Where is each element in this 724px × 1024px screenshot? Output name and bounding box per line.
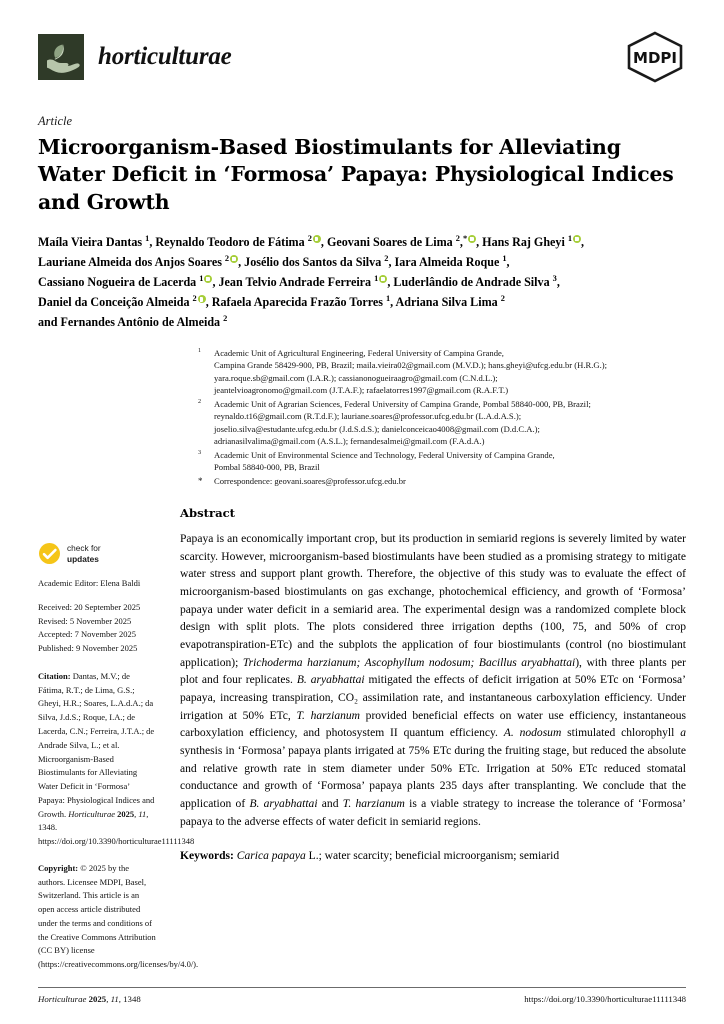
affiliation-text-line: jeantelvioagronomo@gmail.com (J.T.A.F.); rafaelatorres1997@gmail.com (R.A.F.T.) xyxy=(214,385,509,396)
affiliation-entry xyxy=(198,347,686,397)
page-footer xyxy=(38,987,686,1004)
copyright-body: © 2025 by the authors. Licensee MDPI, Basel, Switzerland. This article is an open access article distributed under the terms and conditions of the Creative Commons Attribution (CC BY) license (https://creativecommons.org/licenses/by/4.0/). xyxy=(38,862,199,970)
abstract-italic-term: T. harzianum xyxy=(342,797,405,810)
author-line: and Fernandes Antônio de Almeida $^2$ xyxy=(38,314,228,330)
citation-volume: 11 xyxy=(138,808,147,819)
footer-article-number: , 1348 xyxy=(118,994,141,1004)
publication-date: Revised: 5 November 2025 xyxy=(38,615,132,626)
footer-volume: 11 xyxy=(110,994,119,1004)
abstract-run: stimulated chlorophyll xyxy=(561,727,681,740)
abstract-run: synthesis in ‘Formosa’ papaya plants irrigated at 75% ETc during the fruiting stage, but reduced the absolute and relative growth rate in stem diameter under 50% ETc. Irrigation at 50% ETc reduced stomatal conductance and growth of ‘Formosa’ papaya plants 235 days after transplanting. We conclude that the application of xyxy=(180,744,686,810)
orcid-icon[interactable] xyxy=(468,235,476,243)
abstract-italic-term: Trichoderma harzianum; Ascophyllum nodosum; Bacillus aryabhattai xyxy=(242,656,576,669)
citation-block: Citation: Dantas, M.V.; de Fátima, R.T.; de Lima, G.S.; Gheyi, H.R.; Soares, L.A.d.A.; da Silva, J.d.S.; Roque, I.A.; de Lacerda, C.N.; Ferreira, J.T.A.; de Andrade Silva, L.; et al. Microorganism-Based Biostimulants for Alleviating Water Deficit in ‘Formosa’ Papaya: Physiological Indices and Growth. Horticulturae 2025, 11, 1348. https://doi.org/10.3390/horticulturae11111348 xyxy=(38,670,195,847)
corresponding-marker: * xyxy=(462,234,468,244)
journal-name: horticulturae xyxy=(98,43,232,70)
abstract-italic-term: a xyxy=(680,727,686,740)
affiliation-marker: 1 xyxy=(198,347,202,354)
affiliation-text xyxy=(214,347,686,397)
affiliation-marker: 3 xyxy=(198,449,202,456)
article-type: Article xyxy=(38,114,73,128)
footer-doi[interactable]: https://doi.org/10.3390/horticulturae11111348 xyxy=(524,994,686,1004)
footer-year: 2025 xyxy=(88,994,107,1004)
affiliation-marker: 2 xyxy=(198,398,202,405)
abstract-italic-term: T. harzianum xyxy=(296,709,360,722)
affiliation-text-line: Academic Unit of Environmental Science and Technology, Federal University of Campina Grande, xyxy=(214,449,555,460)
affiliation-text-line: joselio.silva@estudante.ufcg.edu.br (J.d.S.d.S.); danielconceicao4008@gmail.com (D.d.C.A.); xyxy=(214,423,540,434)
abstract-column xyxy=(178,506,686,972)
affiliation-marker: 1 xyxy=(199,274,204,284)
leaf-in-hand-icon xyxy=(38,34,84,80)
affiliation-text-line: adrianasilvalima@gmail.com (A.S.L.); fernandesalmei@gmail.com (F.A.d.A.) xyxy=(214,436,485,447)
affiliation-marker: 1 xyxy=(502,254,507,264)
abstract-run: ), with three plants per plot and four replicates. xyxy=(180,656,686,687)
page-title: Microorganism-Based Biostimulants for Alleviating Water Deficit in ‘Formosa’ Papaya: Physiological Indices and Growth xyxy=(38,135,674,214)
affiliation-marker: 2 xyxy=(224,254,230,264)
affiliation-marker: 2 xyxy=(500,294,505,304)
affiliation-text-line: reynaldo.t16@gmail.com (R.T.d.F.); lauriane.soares@professor.ufcg.edu.br (L.A.d.A.S.); xyxy=(214,411,522,422)
footer-journal: Horticulturae xyxy=(38,994,87,1004)
affiliation-marker: 2 xyxy=(384,254,389,264)
author-line: Maíla Vieira Dantas $^1$, Reynaldo Teodoro de Fátima $^2$ , Geovani Soares de Lima $^2$,* , Hans Raj Gheyi $^1$ , xyxy=(38,234,585,250)
affiliation-marker: 1 xyxy=(385,294,391,304)
affiliation-text-line: Campina Grande 58429-900, PB, Brazil; maila.vieira02@gmail.com (M.V.D.); hans.gheyi@ufcg.edu.br (H.R.G.); xyxy=(214,360,607,371)
affiliation-entry xyxy=(198,475,686,488)
citation-year: 2025 xyxy=(117,808,135,819)
metadata-sidebar xyxy=(38,506,199,972)
svg-text:MDPI: MDPI xyxy=(633,49,677,67)
abstract-italic-term: B. aryabhattai xyxy=(249,797,318,810)
affiliation-list xyxy=(198,347,686,489)
abstract-heading: Abstract xyxy=(180,506,236,521)
citation-journal: Horticulturae xyxy=(68,808,115,819)
affiliation-text-line: Correspondence: geovani.soares@professor.ufcg.edu.br xyxy=(214,475,406,486)
citation-label: Citation: xyxy=(38,670,71,681)
check-updates-line2: updates xyxy=(67,553,99,564)
journal-header xyxy=(38,26,686,88)
publication-dates xyxy=(38,601,156,656)
orcid-icon[interactable] xyxy=(573,235,581,243)
check-updates-line1: check for xyxy=(67,543,101,554)
affiliation-marker: 2 xyxy=(307,234,312,244)
abstract-run: Papaya is an economically important crop, but its production in semiarid regions is severely limited by water scarcity. However, microorganism-based biostimulants have been studied as a promising strategy to mitigate water stress and support plant growth. Therefore, the objective of this study was to evaluate the effect of microorganism-based biostimulants on gas exchange, photochemical efficiency, and growth of ‘Formosa’ papaya under water deficit in a semiarid area. The experimental design was a randomized complete block design with split plots. The plots considered three irrigation depths (100, 75, and 50% of crop evapotranspiration-ETc) and the subplots the application of four biostimulants (control (no biostimulant application); xyxy=(180,533,686,669)
affiliation-text xyxy=(214,449,686,474)
affiliation-marker: 3 xyxy=(552,274,557,284)
affiliation-text-line: yara.roque.sb@gmail.com (I.A.R.); cassianonogueiraagro@gmail.com (C.N.d.L.); xyxy=(214,372,498,383)
orcid-icon[interactable] xyxy=(230,255,238,263)
journal-brand xyxy=(38,34,232,80)
orcid-icon[interactable] xyxy=(198,295,206,303)
orcid-icon[interactable] xyxy=(204,275,212,283)
orcid-icon[interactable] xyxy=(313,235,321,243)
citation-article-number: , 1348. xyxy=(38,808,149,833)
author-line: Lauriane Almeida dos Anjos Soares $^2$ , Josélio dos Santos da Silva $^2$, Iara Almeida Roque $^1$, xyxy=(38,254,510,270)
copyright-block xyxy=(38,862,199,972)
abstract-run: mitigated the effects of deficit irrigation at 50% ETc on ‘Formosa’ papaya, increasing transpiration, CO₂ assimilation rate, and instantaneous carboxylation efficiency. Under irrigation at 50% ETc, xyxy=(180,674,686,722)
publication-date: Accepted: 7 November 2025 xyxy=(38,629,136,640)
affiliation-text-line: Academic Unit of Agricultural Engineering, Federal University of Campina Grande, xyxy=(214,347,504,358)
affiliation-marker: 1 xyxy=(567,234,573,244)
affiliation-text xyxy=(214,398,686,448)
affiliation-entry xyxy=(198,449,686,474)
abstract-run: provided beneficial effects on water use efficiency, instantaneous carboxylation efficiency, and photosystem II quantum efficiency. xyxy=(180,709,687,740)
author-list xyxy=(38,232,686,332)
affiliation-marker: 1 xyxy=(145,234,150,244)
keywords-italic-term: Carica papaya xyxy=(236,850,306,863)
affiliation-text-line: Pombal 58840-000, PB, Brazil xyxy=(214,462,320,473)
author-line: Cassiano Nogueira de Lacerda $^1$ , Jean Telvio Andrade Ferreira $^1$ , Luderlândio de Andrade Silva $^3$, xyxy=(38,274,560,290)
citation-doi-link[interactable]: https://doi.org/10.3390/horticulturae11111348 xyxy=(38,836,195,847)
abstract-run: and xyxy=(317,797,343,810)
check-for-updates-badge[interactable] xyxy=(38,542,156,565)
affiliation-marker: 2 xyxy=(223,314,228,324)
affiliation-marker: 2 xyxy=(192,294,197,304)
keywords-line xyxy=(180,848,686,865)
affiliation-marker: 2 xyxy=(455,234,460,244)
publication-date: Received: 20 September 2025 xyxy=(38,601,141,612)
check-for-updates-label xyxy=(67,543,101,563)
affiliation-marker: 1 xyxy=(374,274,379,284)
abstract-run: is a viable strategy to increase the tolerance of ‘Formosa’ papaya to the adverse effects of water deficit in semiarid regions. xyxy=(180,797,687,828)
keywords-label: Keywords: xyxy=(180,850,234,863)
publication-date: Published: 9 November 2025 xyxy=(38,643,138,654)
citation-body: Dantas, M.V.; de Fátima, R.T.; de Lima, G.S.; Gheyi, H.R.; Soares, L.A.d.A.; da Silva, J.d.S.; Roque, I.A.; de Lacerda, C.N.; Ferreira, J.T.A.; de Andrade Silva, L.; et al. Microorganism-Based Biostimulants for Alleviating Water Deficit in ‘Formosa’ Papaya: Physiological Indices and Growth. xyxy=(38,670,155,819)
abstract-italic-term: B. aryabhattai xyxy=(296,674,365,687)
abstract-text xyxy=(180,531,686,831)
orcid-icon[interactable] xyxy=(379,275,387,283)
check-circle-icon xyxy=(38,542,61,565)
mdpi-logo-icon xyxy=(624,29,686,85)
affiliation-text-line: Academic Unit of Agrarian Sciences, Federal University of Campina Grande, Pombal 58840-000, PB, Brazil; xyxy=(214,398,591,409)
academic-editor: Academic Editor: Elena Baldi xyxy=(38,578,141,589)
author-line: Daniel da Conceição Almeida $^2$ , Rafaela Aparecida Frazão Torres $^1$, Adriana Silva Lima $^2$ xyxy=(38,294,505,310)
footer-citation: Horticulturae 2025, 11, 1348 xyxy=(38,994,141,1004)
copyright-label: Copyright: xyxy=(38,862,79,873)
affiliation-text xyxy=(214,475,686,488)
affiliation-entry xyxy=(198,398,686,448)
affiliation-marker: * xyxy=(198,475,203,486)
keywords-rest: L.; water scarcity; beneficial microorganism; semiarid xyxy=(305,850,560,863)
article-body xyxy=(38,506,686,972)
abstract-italic-term: A. nodosum xyxy=(503,727,562,740)
